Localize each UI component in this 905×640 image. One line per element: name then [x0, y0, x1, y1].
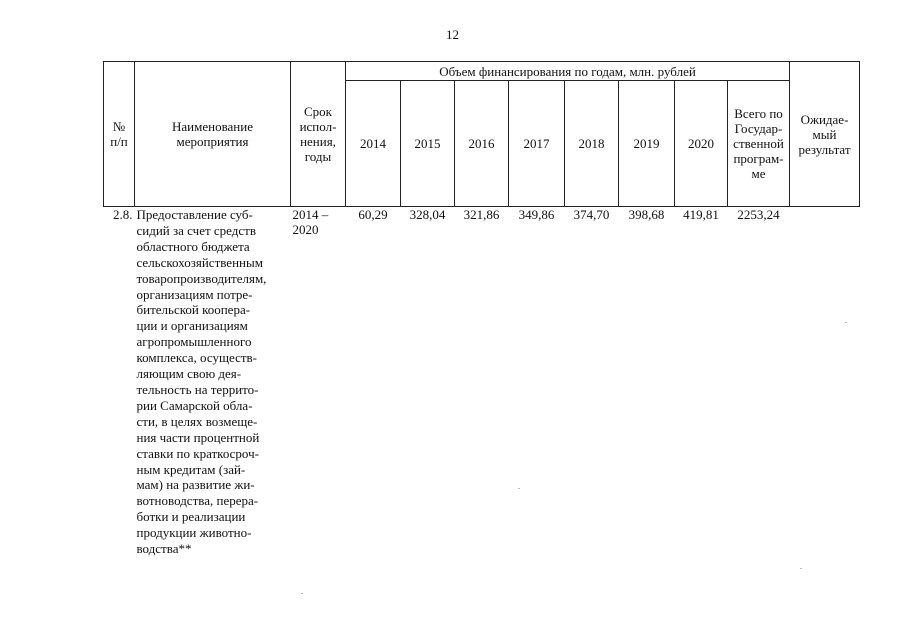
- header-period: Срок испол- нения, годы: [291, 62, 346, 207]
- row-value: 419,81: [683, 207, 719, 222]
- page-number: 12: [446, 27, 459, 42]
- header-year: 2019: [619, 81, 675, 207]
- row-total: 2253,24: [737, 207, 780, 222]
- row-value: 60,29: [358, 207, 388, 222]
- header-year: 2018: [565, 81, 619, 207]
- scan-speck: [800, 568, 802, 569]
- row-name: Предоставление суб- сидий за счет средств областного бюджета сельскохозяйственным товаропроизводителям, организациям потре- бительской коопера- ции и организациям агропромышленного комплекса, осуществ- ляющим свою дея- тельность на террито- рии Самарской обла- сти, в целях возмеще- ния части процентной ставки по краткосроч- ным кредитам (зай- мам) на развитие жи- вотноводства, перера- ботки и реализации продукции животно- водства**: [136, 207, 267, 557]
- scan-speck: [518, 488, 520, 489]
- header-funding: Объем финансирования по годам, млн. рублей: [346, 62, 790, 81]
- row-result: [790, 207, 860, 557]
- row-value: 349,86: [518, 207, 555, 222]
- row-number: 2.8.: [113, 207, 133, 222]
- row-value: 398,68: [628, 207, 665, 222]
- header-year: 2017: [509, 81, 565, 207]
- row-value: 321,86: [463, 207, 500, 222]
- scan-speck: [301, 593, 303, 594]
- header-number: № п/п: [104, 62, 135, 207]
- header-year: 2015: [401, 81, 455, 207]
- table-row: [104, 207, 860, 557]
- header-year: 2014: [346, 81, 401, 207]
- row-value: 374,70: [573, 207, 610, 222]
- header-result: Ожидае- мый результат: [790, 62, 860, 207]
- scan-speck: [845, 322, 847, 323]
- header-total: Всего по Государ- ственной програм- ме: [728, 81, 790, 207]
- row-value: 328,04: [409, 207, 446, 222]
- row-period: 2014 – 2020: [292, 207, 329, 237]
- header-year: 2016: [455, 81, 509, 207]
- header-name: Наименование мероприятия: [135, 62, 291, 207]
- funding-table: [103, 61, 860, 557]
- header-year: 2020: [675, 81, 728, 207]
